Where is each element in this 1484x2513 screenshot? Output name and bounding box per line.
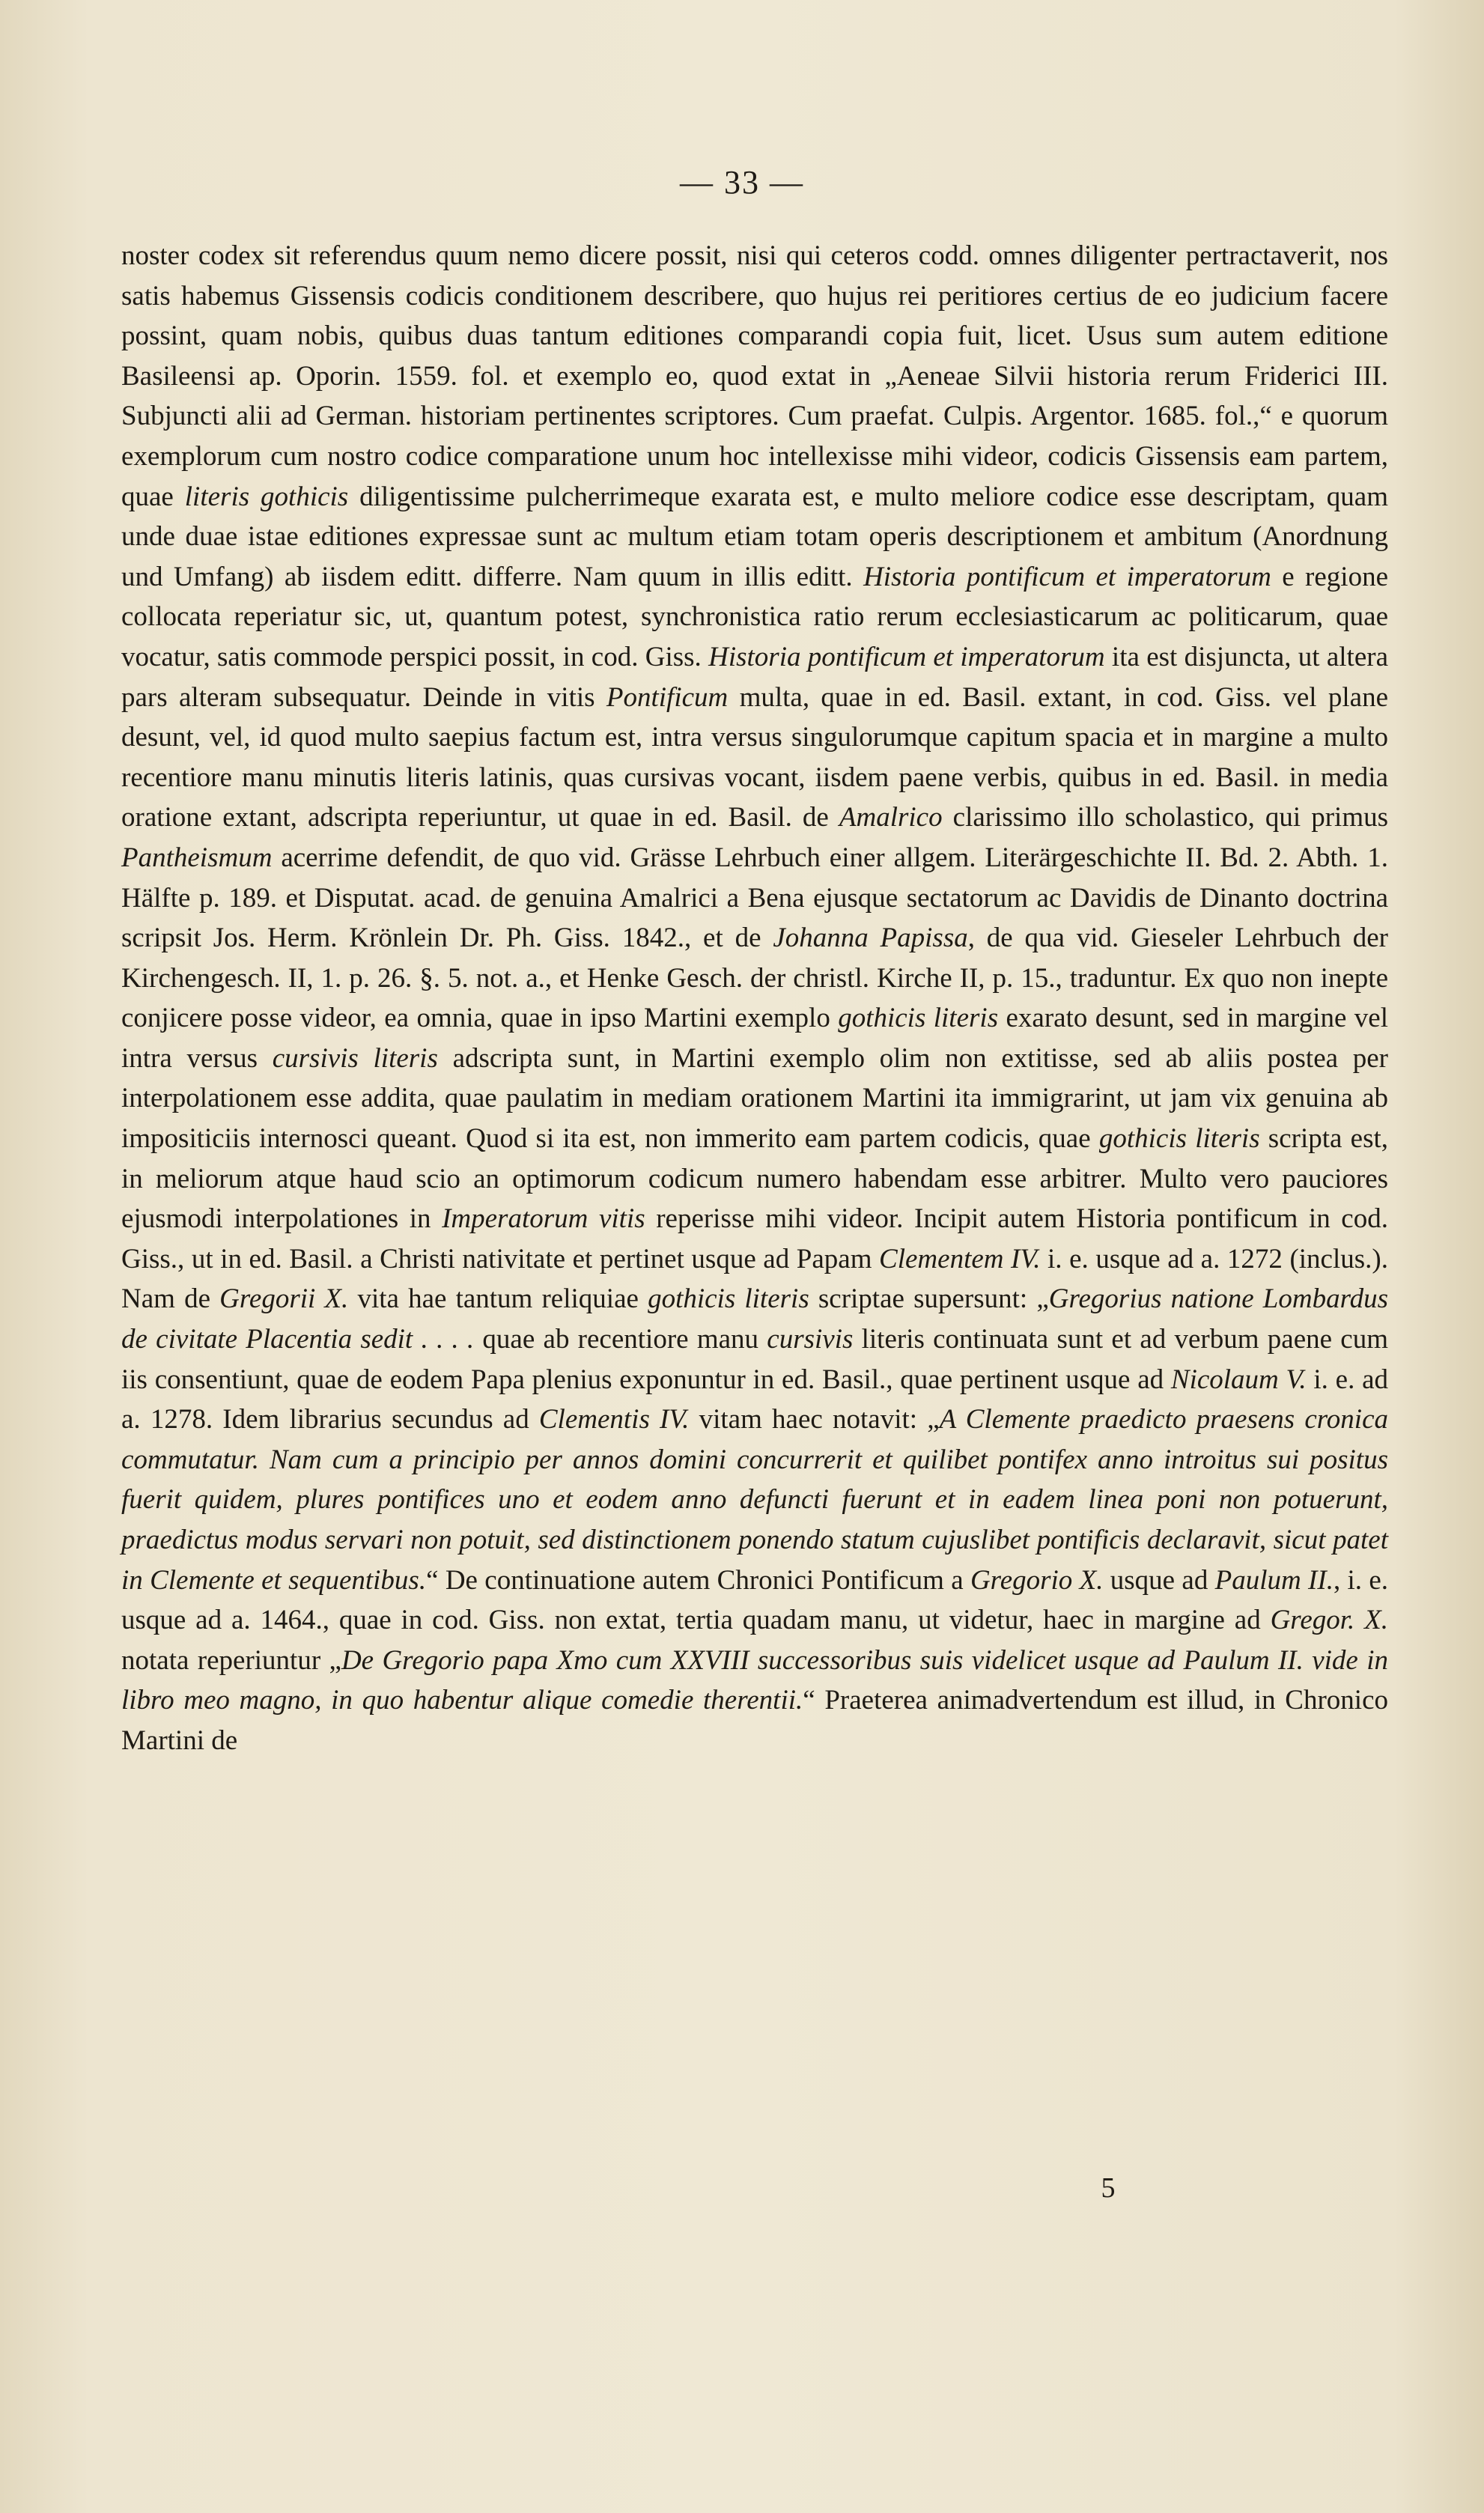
body-text xyxy=(121,236,1388,1761)
body-paragraph: noster codex sit referendus quum nemo dicere possit, nisi qui ceteros codd. omnes diligenter pertractaverit, nos satis habemus Gissensis codicis conditionem describere, quo hujus rei peritiores certius de eo judicium facere possint, quam nobis, quibus duas tantum editiones comparandi copia fuit, licet. Usus sum autem editione Basileensi ap. Oporin. 1559. fol. et exemplo eo, quod extat in „Aeneae Silvii historia rerum Friderici III. Subjuncti alii ad German. historiam pertinentes scriptores. Cum praefat. Culpis. Argentor. 1685. fol.,“ e quorum exemplorum cum nostro codice comparatione unum hoc intellexisse mihi videor, codicis Gissensis eam partem, quae literis gothicis diligentissime pulcherrimeque exarata est, e multo meliore codice esse descriptam, quam unde duae istae editiones expressae sunt ac multum etiam totam operis descriptionem et ambitum (Anordnung und Umfang) ab iisdem editt. differre. Nam quum in illis editt. Historia pontificum et imperatorum e regione collocata reperiatur sic, ut, quantum potest, synchronistica ratio rerum ecclesiasticarum ac politicarum, quae vocatur, satis commode perspici possit, in cod. Giss. Historia pontificum et imperatorum ita est disjuncta, ut altera pars alteram subsequatur. Deinde in vitis Pontificum multa, quae in ed. Basil. extant, in cod. Giss. vel plane desunt, vel, id quod multo saepius factum est, intra versus singulorumque capitum spacia et in margine a multo recentiore manu minutis literis latinis, quas cursivas vocant, iisdem paene verbis, quibus in ed. Basil. in media oratione extant, adscripta reperiuntur, ut quae in ed. Basil. de Amalrico clarissimo illo scholastico, qui primus Pantheismum acerrime defendit, de quo vid. Grässe Lehrbuch einer allgem. Literärgeschichte II. Bd. 2. Abth. 1. Hälfte p. 189. et Disputat. acad. de genuina Amalrici a Bena ejusque sectatorum ac Davidis de Dinanto doctrina scripsit Jos. Herm. Krönlein Dr. Ph. Giss. 1842., et de Johanna Papissa, de qua vid. Gieseler Lehrbuch der Kirchengesch. II, 1. p. 26. §. 5. not. a., et Henke Gesch. der christl. Kirche II, p. 15., traduntur. Ex quo non inepte conjicere posse videor, ea omnia, quae in ipso Martini exemplo gothicis literis exarato desunt, sed in margine vel intra versus cursivis literis adscripta sunt, in Martini exemplo olim non extitisse, sed ab aliis postea per interpolationem esse addita, quae paulatim in mediam orationem Martini ita immigrarint, ut jam vix genuina ab impositiciis internosci queant. Quod si ita est, non immerito eam partem codicis, quae gothicis literis scripta est, in meliorum atque haud scio an optimorum codicum numero habendam esse arbitrer. Multo vero pauciores ejusmodi interpolationes in Imperatorum vitis reperisse mihi videor. Incipit autem Historia pontificum in cod. Giss., ut in ed. Basil. a Christi nativitate et pertinet usque ad Papam Clementem IV. i. e. usque ad a. 1272 (inclus.). Nam de Gregorii X. vita hae tantum reliquiae gothicis literis scriptae supersunt: „Gregorius natione Lombardus de civitate Placentia sedit . . . . quae ab recentiore manu cursivis literis continuata sunt et ad verbum paene cum iis consentiunt, quae de eodem Papa plenius exponuntur in ed. Basil., quae pertinent usque ad Nicolaum V. i. e. ad a. 1278. Idem librarius secundus ad Clementis IV. vitam haec notavit: „A Clemente praedicto praesens cronica commutatur. Nam cum a principio per annos domini concurrerit et quilibet pontifex anno introitus sui positus fuerit quidem, plures pontifices uno et eodem anno defuncti fuerunt et in eadem linea poni non potuerunt, praedictus modus servari non potuit, sed distinctionem ponendo statum cujuslibet pontificis declaravit, sicut patet in Clemente et sequentibus.“ De continuatione autem Chronici Pontificum a Gregorio X. usque ad Paulum II., i. e. usque ad a. 1464., quae in cod. Giss. non extat, tertia quadam manu, ut videtur, haec in margine ad Gregor. X. notata reperiuntur „De Gregorio papa Xmo cum XXVIII successoribus suis videlicet usque ad Paulum II. vide in libro meo magno, in quo habentur alique comedie therentii.“ Praeterea animadvertendum est illud, in Chronico Martini de xyxy=(121,240,1389,1756)
signature-mark: 5 xyxy=(1101,2172,1116,2204)
page-number-header: — 33 — xyxy=(680,164,804,201)
